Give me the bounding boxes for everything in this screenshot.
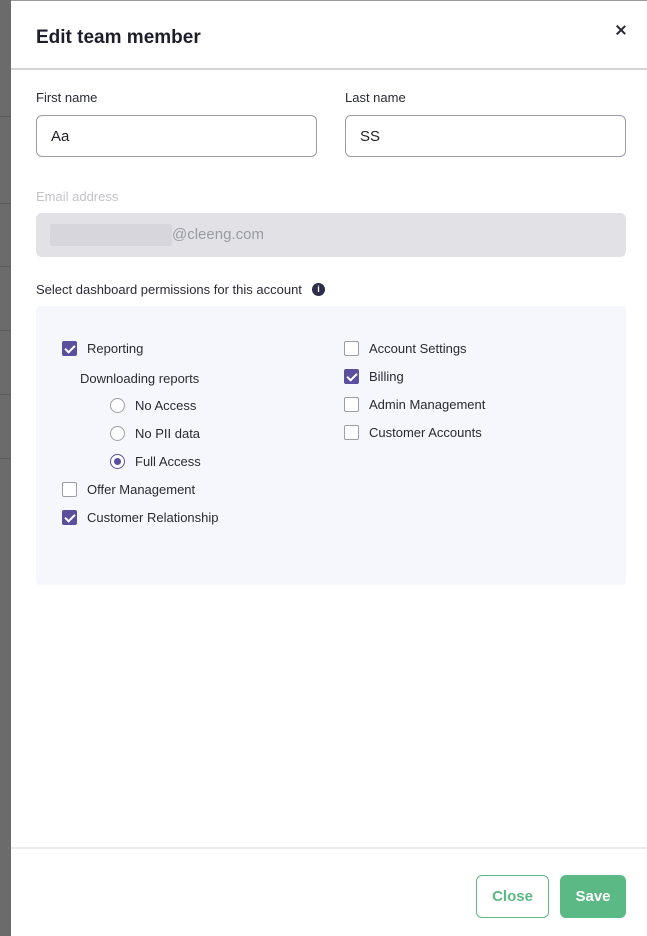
email-domain: @cleeng.com [172, 226, 264, 243]
admin-management-checkbox[interactable] [344, 397, 359, 412]
backdrop-divider [0, 330, 11, 331]
info-icon[interactable]: i [312, 283, 325, 296]
permission-label: Reporting [87, 341, 144, 356]
backdrop-divider [0, 266, 11, 267]
backdrop-divider [0, 203, 11, 204]
permission-label: Customer Accounts [369, 425, 482, 440]
radio-full-access[interactable] [110, 454, 201, 469]
permission-label: Offer Management [87, 482, 196, 497]
page-backdrop [0, 0, 11, 936]
radio-label: No Access [135, 398, 197, 413]
backdrop-divider [0, 458, 11, 459]
downloading-reports-label: Downloading reports [80, 371, 200, 386]
customer-relationship-checkbox[interactable] [62, 510, 77, 525]
permission-offer-management[interactable] [62, 482, 195, 497]
close-icon[interactable] [612, 21, 630, 39]
permissions-heading: Select dashboard permissions for this account [36, 282, 302, 297]
permission-label: Billing [369, 369, 404, 384]
first-name-label: First name [36, 90, 98, 105]
last-name-label: Last name [345, 90, 406, 105]
permission-customer-relationship[interactable] [62, 510, 219, 525]
permission-billing[interactable] [344, 369, 404, 384]
edit-team-member-modal [11, 0, 647, 936]
backdrop-divider [0, 394, 11, 395]
permission-label: Account Settings [369, 341, 467, 356]
last-name-input[interactable] [345, 115, 626, 157]
first-name-input[interactable] [36, 115, 317, 157]
customer-accounts-checkbox[interactable] [344, 425, 359, 440]
no-access-radio[interactable] [110, 398, 125, 413]
radio-label: No PII data [135, 426, 201, 441]
email-field [36, 213, 626, 257]
full-access-radio[interactable] [110, 454, 125, 469]
permission-reporting[interactable] [62, 341, 143, 356]
backdrop-divider [0, 116, 11, 117]
no-pii-data-radio[interactable] [110, 426, 125, 441]
offer-management-checkbox[interactable] [62, 482, 77, 497]
footer-divider [11, 847, 647, 849]
email-redacted-local-part [50, 224, 172, 246]
account-settings-checkbox[interactable] [344, 341, 359, 356]
email-label: Email address [36, 189, 119, 204]
modal-title: Edit team member [36, 27, 201, 48]
permission-label: Admin Management [369, 397, 486, 412]
radio-no-pii-data[interactable] [110, 426, 200, 441]
permission-admin-management[interactable] [344, 397, 485, 412]
save-button[interactable]: Save [560, 875, 626, 918]
permission-account-settings[interactable] [344, 341, 467, 356]
close-button[interactable]: Close [476, 875, 549, 918]
reporting-checkbox[interactable] [62, 341, 77, 356]
modal-header [11, 1, 647, 70]
permission-label: Customer Relationship [87, 510, 219, 525]
radio-label: Full Access [135, 454, 201, 469]
permission-customer-accounts[interactable] [344, 425, 482, 440]
radio-no-access[interactable] [110, 398, 196, 413]
billing-checkbox[interactable] [344, 369, 359, 384]
